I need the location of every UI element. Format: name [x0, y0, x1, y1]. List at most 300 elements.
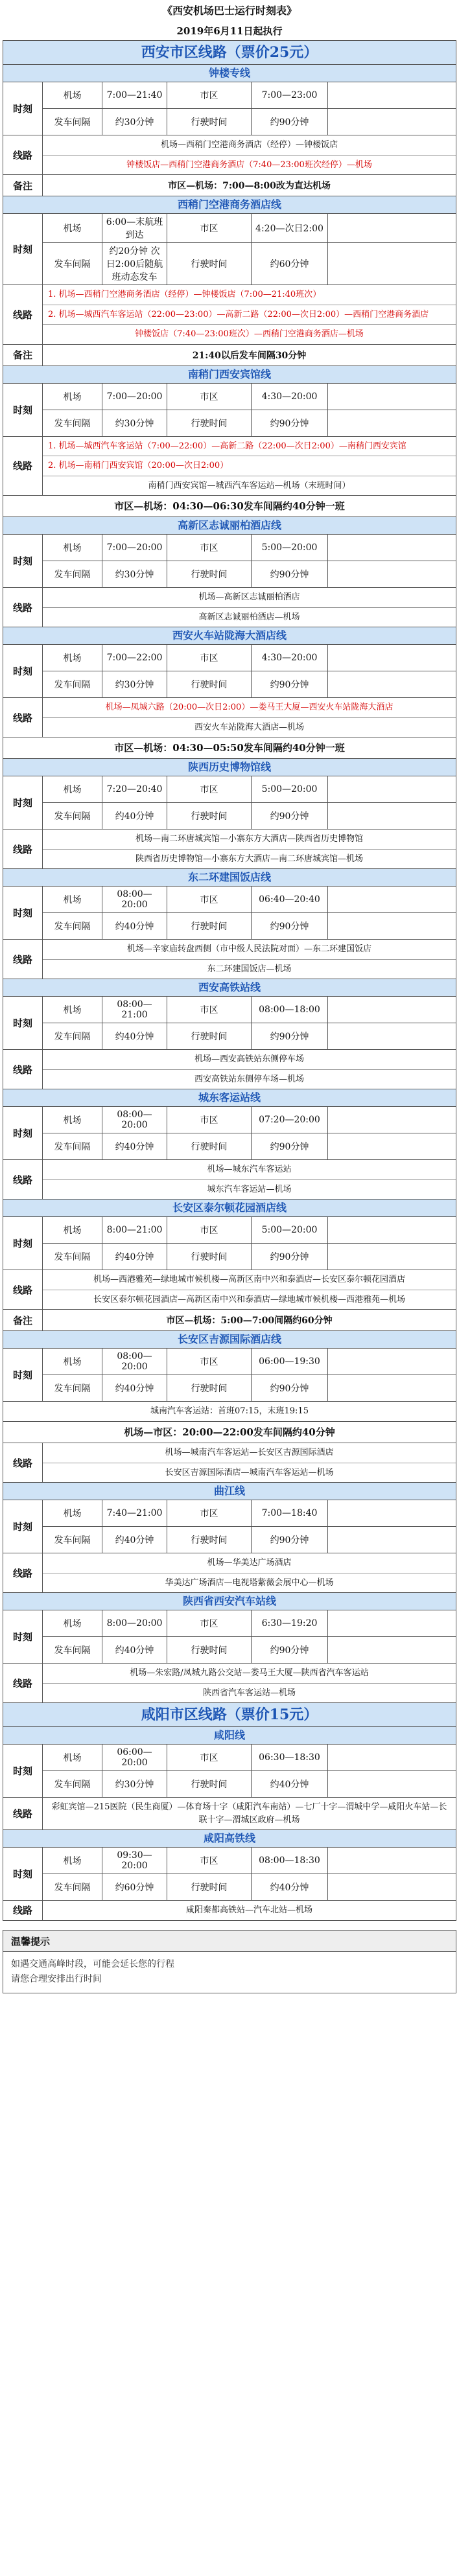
timetable-row [43, 108, 456, 135]
cell-label: 行驶时间 [167, 1244, 252, 1270]
effective-date: 2019年6月11日起执行 [176, 25, 283, 37]
route-label: 线路 [3, 1664, 43, 1702]
route-lines [43, 1050, 456, 1089]
timetable-grid [43, 1745, 456, 1797]
cell-value: 约20分钟 次日2:00后随航班动态发车 [102, 243, 167, 284]
route-section [3, 1089, 456, 1200]
route-lines [43, 698, 456, 737]
route-line: 钟楼饭店（7:40—23:00班次）—西稍门空港商务酒店—机场 [43, 324, 456, 344]
cell-label: 发车间隔 [43, 1244, 102, 1270]
route-lines [43, 1443, 456, 1482]
route-label: 线路 [3, 830, 43, 868]
timetable-block [3, 776, 456, 829]
cell-label: 市区 [167, 1349, 252, 1375]
cell-blank [328, 803, 456, 829]
route-section [3, 1483, 456, 1593]
timetable-row [43, 1610, 456, 1636]
cell-value: 07:20—20:00 [252, 1107, 328, 1133]
route-section [3, 869, 456, 979]
cell-blank [328, 1771, 456, 1797]
cell-value: 7:00—22:00 [102, 645, 167, 671]
cell-label: 市区 [167, 1610, 252, 1636]
route-section [3, 1830, 456, 1921]
timetable-grid [43, 1217, 456, 1270]
cell-label: 发车间隔 [43, 1023, 102, 1049]
cell-label: 行驶时间 [167, 1133, 252, 1159]
route-section [3, 979, 456, 1089]
timetable-row [43, 1133, 456, 1159]
timetable-row [43, 1770, 456, 1797]
timetable-label: 时刻 [3, 1217, 43, 1270]
cell-value: 7:00—20:00 [102, 384, 167, 410]
cell-label: 机场 [43, 535, 102, 561]
cell-label: 发车间隔 [43, 1637, 102, 1663]
cell-label: 机场 [43, 887, 102, 912]
cell-blank [328, 1349, 456, 1375]
route-line: 机场—西港雅苑—绿地城市候机楼—高新区南中兴和泰酒店—长安区泰尔顿花园酒店 [93, 1275, 405, 1284]
cell-value: 4:30—20:00 [252, 645, 328, 671]
timetable-grid [43, 776, 456, 829]
cell-value: 7:00—18:40 [252, 1500, 328, 1526]
timetable-label: 时刻 [3, 776, 43, 829]
cell-label: 机场 [43, 1610, 102, 1636]
route-line: 机场—城南汽车客运站—长安区吉源国际酒店 [165, 1448, 334, 1457]
route-line: 2. 机场—城西汽车客运站（22:00—23:00）—高新二路（22:00—次日2:00）—西稍门空港商务酒店 [43, 305, 456, 325]
route-line: 机场—辛家庙转盘西侧（市中级人民法院对面）—东二环建国饭店 [126, 944, 371, 954]
cell-value: 约40分钟 [102, 1637, 167, 1663]
route-section [3, 627, 456, 759]
route-title: 陕西历史博物馆线 [3, 759, 456, 776]
route-title: 陕西省西安汽车站线 [3, 1593, 456, 1610]
cell-blank [328, 410, 456, 436]
cell-label: 发车间隔 [43, 1874, 102, 1900]
cell-label: 机场 [43, 1848, 102, 1874]
cell-blank [328, 561, 456, 587]
notice-bar: 机场—市区：20:00—22:00发车间隔约40分钟 [3, 1421, 456, 1443]
cell-label: 行驶时间 [167, 1637, 252, 1663]
tip-line: 请您合理安排出行时间 [11, 1974, 102, 1985]
route-lines [43, 285, 456, 344]
cell-value: 6:30—19:20 [252, 1610, 328, 1636]
route-line: 南稍门西安宾馆—城西汽车客运站—机场（末班时间） [43, 476, 456, 496]
cell-label: 市区 [167, 1745, 252, 1770]
route-block [3, 1663, 456, 1702]
cell-blank [328, 997, 456, 1023]
route-block [3, 1553, 456, 1592]
cell-value: 7:00—23:00 [252, 82, 328, 108]
timetable-label: 时刻 [3, 82, 43, 135]
route-block [3, 1797, 456, 1829]
cell-value: 7:00—20:00 [102, 535, 167, 561]
cell-value: 约90分钟 [252, 109, 328, 135]
route-section [3, 517, 456, 627]
route-line: 机场—朱宏路/凤城九路公交站—娄马王大厦—陕西省汽车客运站 [130, 1668, 369, 1678]
cell-label: 行驶时间 [167, 671, 252, 697]
timetable-row [43, 1375, 456, 1401]
cell-label: 行驶时间 [167, 243, 252, 284]
cell-value: 约90分钟 [252, 1375, 328, 1401]
route-section [3, 1727, 456, 1830]
cell-label: 行驶时间 [167, 1771, 252, 1797]
cell-label: 机场 [43, 1349, 102, 1375]
cell-label: 发车间隔 [43, 1133, 102, 1159]
timetable-row [43, 1500, 456, 1526]
cell-value: 约90分钟 [252, 1527, 328, 1553]
cell-blank [328, 887, 456, 912]
cell-blank [328, 82, 456, 108]
route-section [3, 366, 456, 518]
cell-label: 机场 [43, 1217, 102, 1243]
cell-value: 约90分钟 [252, 803, 328, 829]
extra-info: 城南汽车客运站：首班07:15，末班19:15 [3, 1401, 456, 1421]
cell-value: 约40分钟 [102, 1023, 167, 1049]
cell-value: 6:00—末航班到达 [102, 214, 167, 242]
timetable-grid [43, 1500, 456, 1553]
route-line: 华美达广场酒店—电视塔紫薇会展中心—机场 [43, 1573, 456, 1593]
route-lines [43, 135, 456, 174]
route-block [3, 939, 456, 979]
cell-blank [328, 1500, 456, 1526]
timetable-row [43, 1848, 456, 1874]
cell-label: 行驶时间 [167, 913, 252, 939]
route-title: 咸阳高铁线 [3, 1830, 456, 1848]
cell-blank [328, 1745, 456, 1770]
timetable-row [43, 242, 456, 284]
cell-blank [328, 1107, 456, 1133]
route-title: 西安高铁站线 [3, 979, 456, 997]
cell-label: 市区 [167, 1848, 252, 1874]
timetable-grid [43, 1349, 456, 1401]
timetable-grid [43, 887, 456, 939]
cell-value: 5:00—20:00 [252, 776, 328, 802]
cell-label: 市区 [167, 1107, 252, 1133]
timetable-row [43, 997, 456, 1023]
cell-label: 行驶时间 [167, 1527, 252, 1553]
cell-value: 7:00—21:40 [102, 82, 167, 108]
route-lines [43, 1270, 456, 1309]
cell-value: 06:30—18:30 [252, 1745, 328, 1770]
route-section [3, 1200, 456, 1331]
note-row [3, 344, 456, 366]
route-block [3, 697, 456, 737]
cell-label: 发车间隔 [43, 913, 102, 939]
route-title: 高新区志诚丽柏酒店线 [3, 517, 456, 535]
timetable-row [43, 887, 456, 912]
route-lines [43, 1798, 456, 1829]
cell-label: 发车间隔 [43, 109, 102, 135]
timetable-grid [43, 1107, 456, 1159]
route-title: 咸阳线 [3, 1727, 456, 1745]
route-label: 线路 [3, 135, 43, 174]
route-line: 1. 机场—西稍门空港商务酒店（经停）—钟楼饭店（7:00—21:40班次） [48, 290, 322, 299]
route-block [3, 1270, 456, 1309]
cell-label: 市区 [167, 82, 252, 108]
timetable-row [43, 214, 456, 242]
cell-label: 机场 [43, 1500, 102, 1526]
timetable-label: 时刻 [3, 887, 43, 939]
route-line: 机场—西安高铁站东侧停车场 [194, 1054, 304, 1064]
note-text: 市区—机场：7:00—8:00改为直达机场 [168, 181, 331, 191]
timetable-block [3, 645, 456, 697]
timetable-block [3, 997, 456, 1049]
route-section [3, 759, 456, 869]
cell-blank [328, 645, 456, 671]
timetable-row [43, 671, 456, 697]
route-label: 线路 [3, 437, 43, 496]
timetable-row [43, 776, 456, 802]
cell-label: 市区 [167, 384, 252, 410]
cell-value: 约40分钟 [252, 1771, 328, 1797]
cell-value: 8:00—21:00 [102, 1217, 167, 1243]
cell-value: 约30分钟 [102, 671, 167, 697]
note-text: 21:40以后发车间隔30分钟 [192, 350, 307, 361]
timetable-label: 时刻 [3, 645, 43, 697]
cell-blank [328, 1527, 456, 1553]
cell-label: 发车间隔 [43, 561, 102, 587]
timetable-label: 时刻 [3, 214, 43, 284]
cell-blank [328, 109, 456, 135]
timetable-row [43, 802, 456, 829]
cell-label: 机场 [43, 1745, 102, 1770]
route-section [3, 1331, 456, 1483]
timetable-label: 时刻 [3, 1107, 43, 1159]
route-label: 线路 [3, 1270, 43, 1309]
timetable-label: 时刻 [3, 1848, 43, 1900]
timetable-grid [43, 535, 456, 587]
zone-header: 西安市区线路（票价25元） [3, 41, 456, 65]
cell-label: 机场 [43, 82, 102, 108]
cell-blank [328, 1133, 456, 1159]
note-label: 备注 [3, 1310, 43, 1330]
cell-value: 约40分钟 [102, 803, 167, 829]
timetable-grid [43, 645, 456, 697]
cell-value: 5:00—20:00 [252, 1217, 328, 1243]
timetable-row [43, 410, 456, 436]
route-label: 线路 [3, 1798, 43, 1829]
timetable-row [43, 535, 456, 561]
route-title: 长安区泰尔顿花园酒店线 [3, 1200, 456, 1217]
timetable-label: 时刻 [3, 997, 43, 1049]
cell-label: 行驶时间 [167, 561, 252, 587]
timetable-row [43, 912, 456, 939]
cell-label: 行驶时间 [167, 803, 252, 829]
cell-label: 行驶时间 [167, 1874, 252, 1900]
timetable-block [3, 1349, 456, 1401]
timetable-row [43, 1217, 456, 1243]
timetable-grid [43, 214, 456, 284]
route-label: 线路 [3, 1160, 43, 1199]
cell-blank [328, 243, 456, 284]
cell-label: 行驶时间 [167, 1023, 252, 1049]
timetable-grid [43, 82, 456, 135]
route-line: 陕西省历史博物馆—小寨东方大酒店—南二环唐城宾馆—机场 [43, 849, 456, 869]
route-line: 1. 机场—城西汽车客运站（7:00—22:00）—高新二路（22:00—次日2:00）—南稍门西安宾馆 [48, 441, 406, 451]
timetable-row [43, 645, 456, 671]
route-line: 咸阳秦都高铁站—汽车北站—机场 [185, 1905, 312, 1915]
timetable-block [3, 887, 456, 939]
timetable-label: 时刻 [3, 535, 43, 587]
timetable-block [3, 384, 456, 436]
note-text: 市区—机场：5:00—7:00间隔约60分钟 [166, 1316, 333, 1326]
cell-label: 机场 [43, 1107, 102, 1133]
cell-label: 行驶时间 [167, 109, 252, 135]
route-title: 钟楼专线 [3, 65, 456, 82]
cell-value: 4:20—次日2:00 [252, 214, 328, 242]
route-block [3, 1049, 456, 1089]
cell-label: 发车间隔 [43, 410, 102, 436]
timetable-row [43, 561, 456, 587]
cell-label: 发车间隔 [43, 243, 102, 284]
notice-bar: 市区—机场：04:30—06:30发车间隔约40分钟一班 [3, 495, 456, 516]
cell-value: 约40分钟 [252, 1874, 328, 1900]
cell-label: 市区 [167, 645, 252, 671]
cell-value: 06:40—20:40 [252, 887, 328, 912]
route-line: 钟楼饭店—西稍门空港商务酒店（7:40—23:00班次经停）—机场 [43, 155, 456, 175]
cell-label: 发车间隔 [43, 1771, 102, 1797]
cell-value: 09:30—20:00 [102, 1848, 167, 1874]
route-label: 线路 [3, 940, 43, 979]
cell-blank [328, 214, 456, 242]
timetable-row [43, 1107, 456, 1133]
cell-label: 市区 [167, 1217, 252, 1243]
cell-value: 7:20—20:40 [102, 776, 167, 802]
cell-value: 约90分钟 [252, 1133, 328, 1159]
cell-value: 约90分钟 [252, 1244, 328, 1270]
timetable-block [3, 214, 456, 284]
note-label: 备注 [3, 345, 43, 366]
route-line: 机场—南二环唐城宾馆—小寨东方大酒店—陕西省历史博物馆 [135, 834, 363, 844]
cell-label: 市区 [167, 535, 252, 561]
cell-label: 发车间隔 [43, 803, 102, 829]
tip-line: 如遇交通高峰时段，可能会延长您的行程 [11, 1958, 174, 1969]
route-line: 高新区志诚丽柏酒店—机场 [43, 607, 456, 627]
cell-blank [328, 671, 456, 697]
timetable-row [43, 82, 456, 108]
cell-blank [328, 1244, 456, 1270]
notice-bar: 市区—机场：04:30—05:50发车间隔约40分钟一班 [3, 737, 456, 758]
route-label: 线路 [3, 698, 43, 737]
timetable-grid [43, 1610, 456, 1663]
cell-label: 发车间隔 [43, 671, 102, 697]
timetable-block [3, 1107, 456, 1159]
route-block [3, 1900, 456, 1920]
cell-blank [328, 1375, 456, 1401]
cell-value: 约90分钟 [252, 410, 328, 436]
cell-value: 约90分钟 [252, 1637, 328, 1663]
cell-label: 机场 [43, 214, 102, 242]
timetable-block [3, 535, 456, 587]
cell-value: 5:00—20:00 [252, 535, 328, 561]
cell-blank [328, 776, 456, 802]
route-lines [43, 1553, 456, 1592]
cell-blank [328, 535, 456, 561]
note-row [3, 1309, 456, 1330]
cell-label: 市区 [167, 776, 252, 802]
timetable-label: 时刻 [3, 1349, 43, 1401]
route-line: 机场—西稍门空港商务酒店（经停）—钟楼饭店 [160, 140, 338, 150]
route-label: 线路 [3, 285, 43, 344]
timetable-row [43, 1349, 456, 1375]
timetable-block [3, 1217, 456, 1270]
cell-label: 行驶时间 [167, 1375, 252, 1401]
cell-blank [328, 1637, 456, 1663]
route-line: 西安火车站陇海大酒店—机场 [43, 717, 456, 737]
route-line: 东二环建国饭店—机场 [43, 959, 456, 979]
route-line: 2. 机场—南稍门西安宾馆（20:00—次日2:00） [43, 456, 456, 476]
cell-value: 08:00—18:30 [252, 1848, 328, 1874]
cell-blank [328, 1217, 456, 1243]
timetable-row [43, 384, 456, 410]
route-title: 西稍门空港商务酒店线 [3, 196, 456, 214]
route-lines [43, 1664, 456, 1702]
route-label: 线路 [3, 1553, 43, 1592]
timetable-sheet [3, 40, 456, 1921]
route-title: 曲江线 [3, 1483, 456, 1500]
timetable-row [43, 1023, 456, 1049]
route-lines [43, 830, 456, 868]
route-section [3, 196, 456, 366]
cell-label: 市区 [167, 214, 252, 242]
route-label: 线路 [3, 1050, 43, 1089]
route-label: 线路 [3, 1901, 43, 1920]
cell-value: 约40分钟 [102, 1133, 167, 1159]
cell-value: 约90分钟 [252, 1023, 328, 1049]
route-line: 城东汽车客运站—机场 [43, 1179, 456, 1200]
route-title: 长安区吉源国际酒店线 [3, 1331, 456, 1349]
route-line: 机场—凤城六路（20:00—次日2:00）—娄马王大厦—西安火车站陇海大酒店 [105, 702, 394, 712]
timetable-block [3, 1500, 456, 1553]
cell-value: 06:00—19:30 [252, 1349, 328, 1375]
cell-label: 机场 [43, 384, 102, 410]
route-block [3, 135, 456, 174]
cell-label: 机场 [43, 776, 102, 802]
route-title: 城东客运站线 [3, 1089, 456, 1107]
route-line: 机场—城东汽车客运站 [207, 1165, 292, 1174]
route-block [3, 1443, 456, 1482]
route-title: 南稍门西安宾馆线 [3, 366, 456, 384]
route-line: 机场—高新区志诚丽柏酒店 [198, 592, 300, 602]
cell-value: 08:00—21:00 [102, 997, 167, 1023]
route-line: 长安区泰尔顿花园酒店—高新区南中兴和泰酒店—绿地城市候机楼—西港雅苑—机场 [43, 1290, 456, 1310]
cell-value: 约30分钟 [102, 561, 167, 587]
timetable-label: 时刻 [3, 1610, 43, 1663]
route-line: 机场—华美达广场酒店 [207, 1558, 292, 1568]
cell-value: 约30分钟 [102, 1771, 167, 1797]
cell-blank [328, 913, 456, 939]
timetable-row [43, 1243, 456, 1270]
cell-blank [328, 1023, 456, 1049]
route-block [3, 436, 456, 496]
note-label: 备注 [3, 175, 43, 196]
route-title: 西安火车站陇海大酒店线 [3, 627, 456, 645]
cell-blank [328, 1848, 456, 1874]
timetable-row [43, 1874, 456, 1900]
route-title: 东二环建国饭店线 [3, 869, 456, 887]
route-lines [43, 437, 456, 496]
cell-value: 约40分钟 [102, 913, 167, 939]
zone-header: 咸阳市区线路（票价15元） [3, 1703, 456, 1727]
timetable-block [3, 1848, 456, 1900]
cell-value: 08:00—20:00 [102, 887, 167, 912]
cell-value: 08:00—18:00 [252, 997, 328, 1023]
cell-blank [328, 1874, 456, 1900]
cell-value: 约30分钟 [102, 410, 167, 436]
timetable-block [3, 1610, 456, 1663]
cell-value: 约40分钟 [102, 1375, 167, 1401]
route-line: 陕西省汽车客运站—机场 [43, 1683, 456, 1703]
timetable-label: 时刻 [3, 1500, 43, 1553]
route-label: 线路 [3, 1443, 43, 1482]
